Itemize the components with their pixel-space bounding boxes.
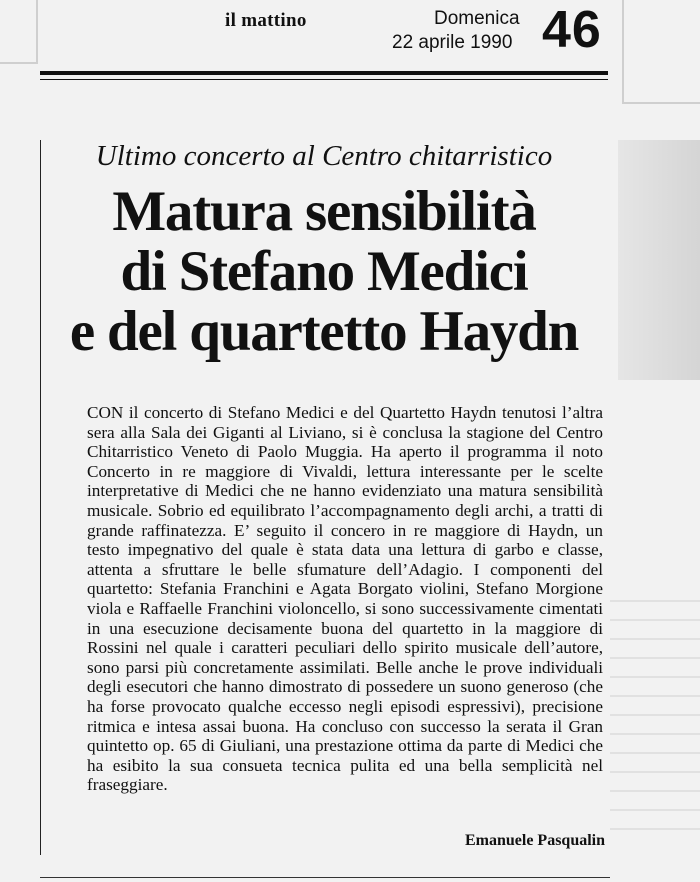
- neighbor-column-lines: [610, 600, 700, 830]
- newspaper-name: il mattino: [225, 10, 307, 31]
- headline-line: e del quartetto Haydn: [69, 300, 579, 363]
- issue-date: 22 aprile 1990: [392, 32, 513, 53]
- headline-line: di Stefano Medici: [120, 240, 528, 303]
- article-body: CON il concerto di Stefano Medici e del Quartetto Haydn tenutosi l’altra sera alla Sala dei Giganti al Liviano, si è conclusa la stagione del Centro Chitarristico Veneto di Paolo Muggia. Ha aperto il programma il noto Concerto in re maggiore di Vivaldi, lettura interessante per le scelte interpretative di Medici che ne hanno evidenziato una matura sensibilità musicale. Sobrio ed equilibrato l’accompagnamento degli archi, a tratti di grande raffinatezza. E’ seguito il concero in re maggiore di Haydn, un testo impegnativo del quale è stata data una lettura di garbo e classe, attenta a sfruttare le belle sfumature dell’Adagio. I componenti del quartetto: Stefania Franchini e Agata Borgato violini, Stefano Morgione viola e Raffaelle Franchini violoncello, si sono successivamente cimentati in una esecuzione decisamente buona del quartetto in la maggiore di Rossini nel quale i caratteri peculiari dello spirito musicale dell’autore, sono parsi più concretamente assimilati. Belle anche le prove individuali degli esecutori che hanno dimostrato di possedere un suono generoso (che ha forse provocato qualche eccesso negli episodi espressivi), precisione ritmica e intesa assai buona. Ha concluso con successo la serata il Gran quintetto op. 65 di Giuliani, una prestazione ottima da parte di Medici che ha esibito la sua consueta tecnica pulita ed una bella semplicità nel fraseggiare.: [87, 403, 603, 795]
- neighbor-clipping-box-right: [622, 0, 700, 104]
- article: [40, 140, 607, 855]
- masthead-rule-thin: [40, 79, 608, 80]
- neighbor-clipping-box-left: [0, 0, 38, 64]
- headline-line: Matura sensibilità: [112, 180, 536, 243]
- article-headline: [41, 182, 607, 362]
- issue-day: Domenica: [434, 8, 520, 29]
- masthead: [40, 0, 610, 80]
- article-kicker: Ultimo concerto al Centro chitarristico: [95, 140, 553, 172]
- neighbor-clipping-shadow: [618, 140, 700, 380]
- article-byline: Emanuele Pasqualin: [464, 832, 605, 849]
- masthead-rule-thick: [40, 71, 608, 75]
- page-bottom-rule: [40, 877, 610, 878]
- page-number: 46: [542, 1, 602, 59]
